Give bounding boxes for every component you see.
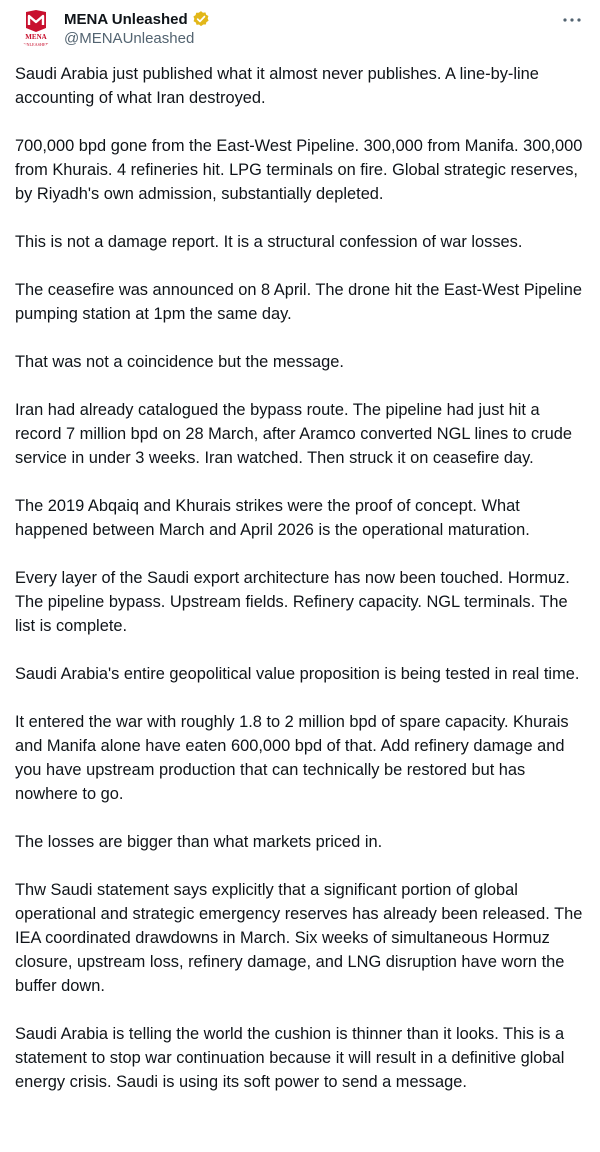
verified-badge-icon[interactable] xyxy=(192,10,210,28)
post-paragraph: That was not a coincidence but the message. xyxy=(15,353,344,371)
handle[interactable]: @MENAUnleashed xyxy=(64,30,195,47)
avatar[interactable] xyxy=(16,8,56,48)
post-paragraph: Saudi Arabia's entire geopolitical value proposition is being tested in real time. xyxy=(15,665,580,683)
post-paragraph: The 2019 Abqaiq and Khurais strikes were the proof of concept. What happened between March and April 2026 is the operational maturation. xyxy=(15,497,530,539)
svg-text:MENA: MENA xyxy=(25,33,47,41)
post-paragraph: Iran had already catalogued the bypass route. The pipeline had just hit a record 7 million bpd on 28 March, after Aramco converted NGL lines to crude service in under 3 weeks. Iran watched. Then struck it on ceasefire day. xyxy=(15,401,572,467)
post-paragraph: Saudi Arabia just published what it almost never publishes. A line-by-line accounting of what Iran destroyed. xyxy=(15,65,539,107)
display-name[interactable]: MENA Unleashed xyxy=(64,10,188,28)
post-paragraph: Every layer of the Saudi export architecture has now been touched. Hormuz. The pipeline bypass. Upstream fields. Refinery capacity. NGL terminals. The list is complete. xyxy=(15,569,570,635)
post-header xyxy=(0,0,600,60)
post-paragraph: The ceasefire was announced on 8 April. The drone hit the East-West Pipeline pumping station at 1pm the same day. xyxy=(15,281,583,323)
post-paragraph: 700,000 bpd gone from the East-West Pipeline. 300,000 from Manifa. 300,000 from Khurais. 4 refineries hit. LPG terminals on fire. Global strategic reserves, by Riyadh's own admission, substantially depleted. xyxy=(15,137,583,203)
svg-text:UNLEASHED: UNLEASHED xyxy=(23,42,49,47)
post-paragraph: This is not a damage report. It is a structural confession of war losses. xyxy=(15,233,523,251)
more-horizontal-icon xyxy=(560,10,584,30)
post-paragraph: The losses are bigger than what markets priced in. xyxy=(15,833,383,851)
post-paragraph: It entered the war with roughly 1.8 to 2 million bpd of spare capacity. Khurais and Manifa alone have eaten 600,000 bpd of that. Add refinery damage and you have upstream production that can technically be restored but has nowhere to go. xyxy=(15,713,569,803)
mena-unleashed-logo-icon xyxy=(16,8,56,48)
post-paragraph: Saudi Arabia is telling the world the cushion is thinner than it looks. This is a statement to stop war continuation because it will result in a definitive global energy crisis. Saudi is using its soft power to send a message. xyxy=(15,1025,565,1091)
author-info xyxy=(64,9,210,47)
post-paragraph: Thw Saudi statement says explicitly that a significant portion of global operational and strategic emergency reserves has already been released. The IEA coordinated drawdowns in March. Six weeks of simultaneous Hormuz closure, upstream loss, refinery damage, and LNG disruption have worn the buffer down. xyxy=(15,881,583,995)
more-options-button[interactable] xyxy=(560,10,584,30)
post-body xyxy=(15,62,585,1118)
